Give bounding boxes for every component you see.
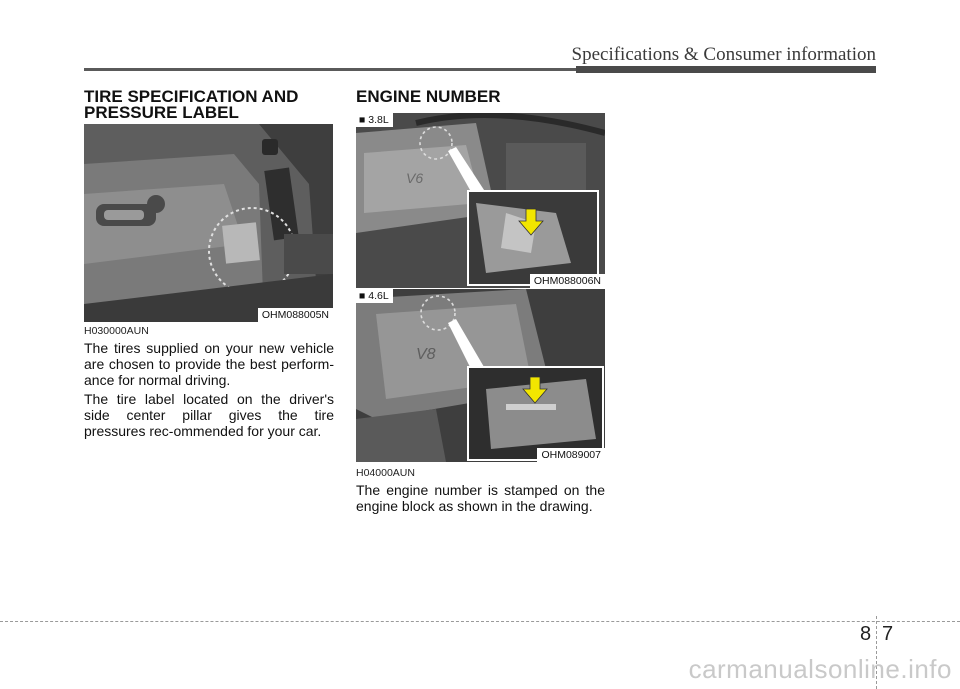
tire-title-line2: PRESSURE LABEL <box>84 103 239 122</box>
engine-tag-3-8l: ■ 3.8L <box>356 113 393 127</box>
paragraph: The engine number is stamped on the engine block as shown in the drawing. <box>356 482 605 514</box>
tire-label-photo <box>84 124 333 322</box>
page-number: 7 <box>882 623 894 645</box>
watermark: carmanualsonline.info <box>688 654 952 684</box>
paragraph: The tires supplied on your new vehicle are chosen to provide the best perform-ance for normal driving. <box>84 340 334 388</box>
footer-rule <box>0 621 960 622</box>
engine-body-text <box>356 482 605 517</box>
ref-code: H04000AUN <box>356 467 415 479</box>
engine-tag-4-6l: ■ 4.6L <box>356 289 393 303</box>
engine-photo-3-8l <box>356 113 605 288</box>
paragraph: The tire label located on the driver's side center pillar gives the tire pressures rec-ommended for your car. <box>84 391 334 439</box>
engine-4-6l-illustration <box>356 289 605 462</box>
image-code: OHM088005N <box>258 308 333 322</box>
engine-section-title: ENGINE NUMBER <box>356 87 501 106</box>
tire-body-text <box>84 340 334 442</box>
ref-code: H030000AUN <box>84 325 149 337</box>
tire-title-line1: TIRE SPECIFICATION AND <box>84 87 299 106</box>
image-code: OHM089007 <box>537 448 605 462</box>
svg-text:V8: V8 <box>416 346 436 363</box>
chapter-title: Specifications & Consumer information <box>571 44 876 65</box>
engine-photo-4-6l <box>356 289 605 462</box>
door-seat-illustration <box>84 124 333 322</box>
image-code: OHM088006N <box>530 274 605 288</box>
header-rule-accent <box>576 66 876 73</box>
svg-text:V6: V6 <box>406 170 424 186</box>
chapter-number: 8 <box>860 623 872 645</box>
engine-3-8l-illustration <box>356 113 605 288</box>
tire-section-title <box>84 89 298 121</box>
